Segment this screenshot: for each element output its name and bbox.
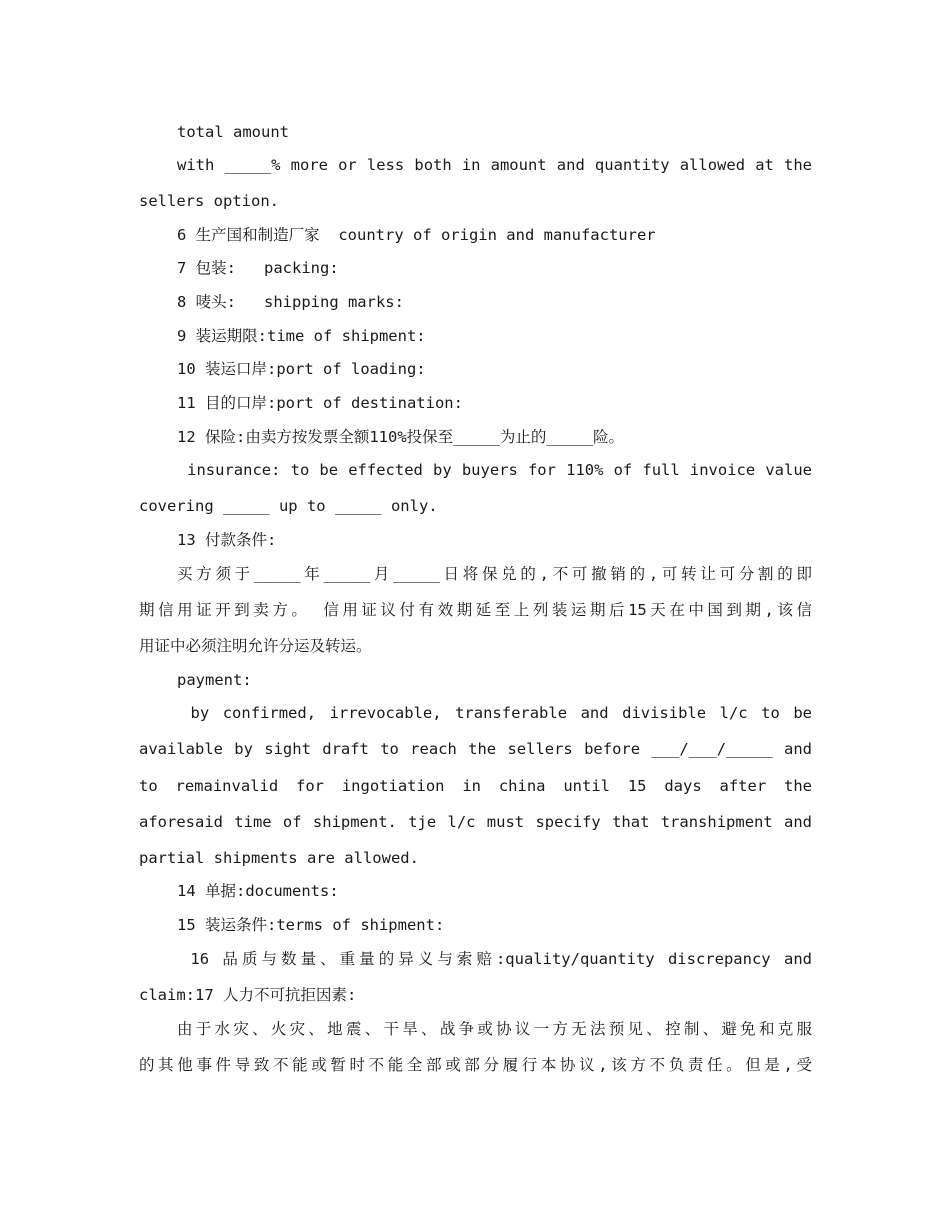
text-line-quantity-tolerance: with _____% more or less both in amount and quantity allowed at the (177, 156, 812, 174)
payment-cn-line-2: 期信用证开到卖方。 信用证议付有效期延至上列装运期后15天在中国到期,该信 (139, 601, 812, 619)
clause-9-time-of-shipment: 9 装运期限:time of shipment: (177, 327, 426, 345)
clause-12-insurance-cn: 12 保险:由卖方按发票全额110%投保至_____为止的_____险。 (177, 428, 624, 446)
payment-en-line-3: to remainvalid for ingotiation in china until 15 days after the (139, 777, 812, 795)
force-majeure-line-2: 的其他事件导致不能或暂时不能全部或部分履行本协议,该方不负责任。但是,受 (139, 1056, 812, 1074)
payment-en-heading: payment: (177, 671, 252, 689)
clause-11-port-of-destination: 11 目的口岸:port of destination: (177, 394, 463, 412)
clause-12-insurance-en-line-2: covering _____ up to _____ only. (139, 497, 438, 515)
payment-en-line-4: aforesaid time of shipment. tje l/c must specify that transhipment and (139, 813, 812, 831)
clause-13-payment-terms: 13 付款条件: (177, 531, 277, 549)
payment-cn-line-1: 买方须于_____年_____月_____日将保兑的,不可撤销的,可转让可分割的即 (177, 565, 812, 583)
clause-12-insurance-en-line-1: insurance: to be effected by buyers for 110% of full invoice value (177, 461, 812, 479)
clause-15-terms-of-shipment: 15 装运条件:terms of shipment: (177, 916, 445, 934)
payment-en-line-1: by confirmed, irrevocable, transferable and divisible l/c to be (177, 704, 812, 722)
payment-cn-line-3: 用证中必须注明允许分运及转运。 (139, 637, 372, 655)
clause-16-discrepancy-claim: 16 品质与数量、重量的异义与索赔:quality/quantity discrepancy and (177, 950, 812, 968)
clause-7-packing: 7 包装: packing: (177, 259, 339, 277)
clause-6-origin-manufacturer: 6 生产国和制造厂家 country of origin and manufacturer (177, 226, 656, 244)
text-line-sellers-option: sellers option. (139, 192, 279, 210)
clause-8-shipping-marks: 8 唛头: shipping marks: (177, 293, 404, 311)
clause-10-port-of-loading: 10 装运口岸:port of loading: (177, 360, 426, 378)
payment-en-line-5: partial shipments are allowed. (139, 849, 419, 867)
clause-17-force-majeure: claim:17 人力不可抗拒因素: (139, 986, 357, 1004)
force-majeure-line-1: 由于水灾、火灾、地震、干旱、战争或协议一方无法预见、控制、避免和克服 (177, 1020, 812, 1038)
payment-en-line-2: available by sight draft to reach the sellers before ___/___/_____ and (139, 740, 812, 758)
clause-14-documents: 14 单据:documents: (177, 882, 339, 900)
text-line-total-amount: total amount (177, 123, 289, 141)
